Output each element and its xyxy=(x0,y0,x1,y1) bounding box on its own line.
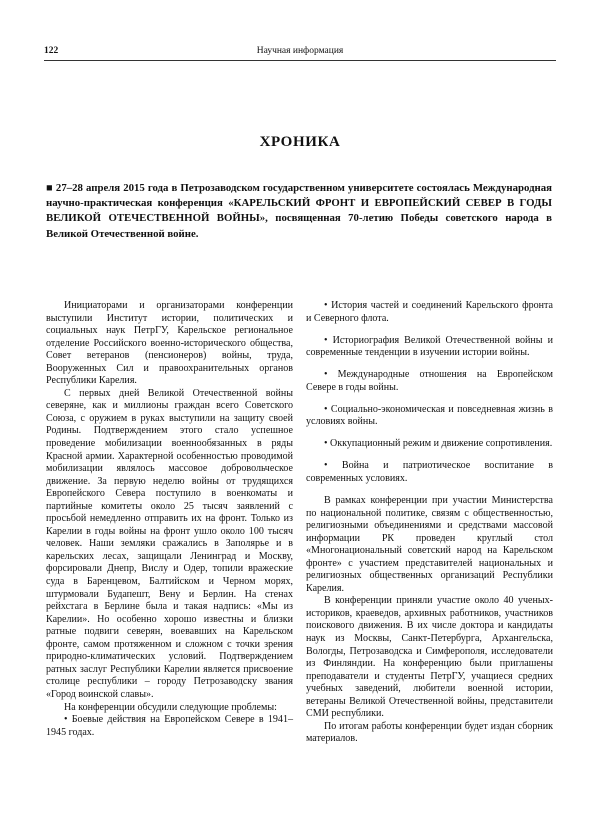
bullet-international-relations: • Международные отношения на Европейском Севере в годы войны. xyxy=(306,369,553,393)
paragraph-proceedings: По итогам работы конференции будет издан сборник материалов. xyxy=(306,720,553,745)
bullet-units-history: • История частей и соединений Карельского фронта и Северного флота. xyxy=(306,300,553,324)
right-column xyxy=(306,300,553,746)
paragraph-history: С первых дней Великой Отечественной войны северяне, как и миллионы граждан всего Советского Союза, с оружием в руках выступили на защиту своей Родины. Подтверждением этого стало успешное проведение мобилизации военнообязанных в ряды Красной армии. Характерной особенностью проводимой мобилизации являлось массовое добровольческое движение. За первую неделю войны от трудящихся Европейского Севера поступило в военкоматы и партийные комитеты около 25 тысяч заявлений с просьбой немедленно отправить их на фронт. Только из Карелии в годы войны на фронт ушло около 100 тысяч человек. Наши земляки сражались в Заполярье и в карельских лесах, защищали Ленинград и Москву, форсировали Днепр, Вислу и Одер, топили вражеские суда в Баренцевом, Балтийском и Черном морях, штурмовали Будапешт, Вену и Берлин. На стенах рейхстага в Берлине была и такая надпись: «Мы из Карелии». Но особенно хорошо известны и близки ратные подвиги северян, воевавших на Карельском фронте, самом протяженном и сложном с точки зрения природно-климатических условий. Подтверждением ратных заслуг Республики Карелии является присвоение столице республики – городу Петрозаводску звания «Город воинской славы». xyxy=(46,387,293,700)
paragraph-organizers: Инициаторами и организаторами конференции выступили Институт истории, политических и социальных наук ПетрГУ, Карельское региональное отделение Российского военно-исторического общества, Совет ветеранов (пенсионеров) войны, труда, Вооруженных Сил и правоохранительных органов Республики Карелия. xyxy=(46,300,293,387)
lead-paragraph: ■ 27–28 апреля 2015 года в Петрозаводском государственном университете состоялась Международная научно-практическая конференция «КАРЕЛЬСКИЙ ФРОНТ И ЕВРОПЕЙСКИЙ СЕВЕР В ГОДЫ ВЕЛИКОЙ ОТЕЧЕСТВЕННОЙ ВОЙНЫ», посвященная 70-летию Победы советского народа в Великой Отечественной войне. xyxy=(46,182,552,240)
bullet-patriotic-education: • Война и патриотическое воспитание в современных условиях. xyxy=(306,460,553,484)
left-column xyxy=(46,300,293,739)
paragraph-participants: В конференции приняли участие около 40 ученых-историков, краеведов, архивных работников, участников поискового движения. В их числе доктора и кандидаты наук из Москвы, Санкт-Петербурга, Архангельска, Вологды, Петрозаводска и Симферополя, исследователи из Финляндии. На конференцию были приглашены преподаватели и студенты ПетрГУ, учащиеся средних учебных заведений, любители военной истории, ветераны Великой Отечественной войны, представители СМИ республики. xyxy=(306,595,553,720)
bullet-socio-economic: • Социально-экономическая и повседневная жизнь в условиях войны. xyxy=(306,403,553,428)
paragraph-problems-intro: На конференции обсудили следующие проблемы: xyxy=(64,701,277,713)
bullet-combat-actions: • Боевые действия на Европейском Севере в 1941–1945 годах. xyxy=(46,714,293,738)
bullet-historiography: • Историография Великой Отечественной войны и современные тенденции в изучении истории войны. xyxy=(306,334,553,359)
header-rule xyxy=(44,60,556,61)
page-number: 122 xyxy=(44,46,59,56)
paragraph-round-table: В рамках конференции при участии Министерства по национальной политике, связям с общественностью, религиозными объединениями и средствами массовой информации РК проведен круглый стол «Многонациональный советский народ на Карельском фронте» с участием представителей национальных и религиозных общественных организаций Республики Карелия. xyxy=(306,495,553,594)
running-title: Научная информация xyxy=(256,46,344,56)
bullet-occupation: • Оккупационный режим и движение сопротивления. xyxy=(324,438,553,450)
section-title: ХРОНИКА xyxy=(259,134,341,150)
